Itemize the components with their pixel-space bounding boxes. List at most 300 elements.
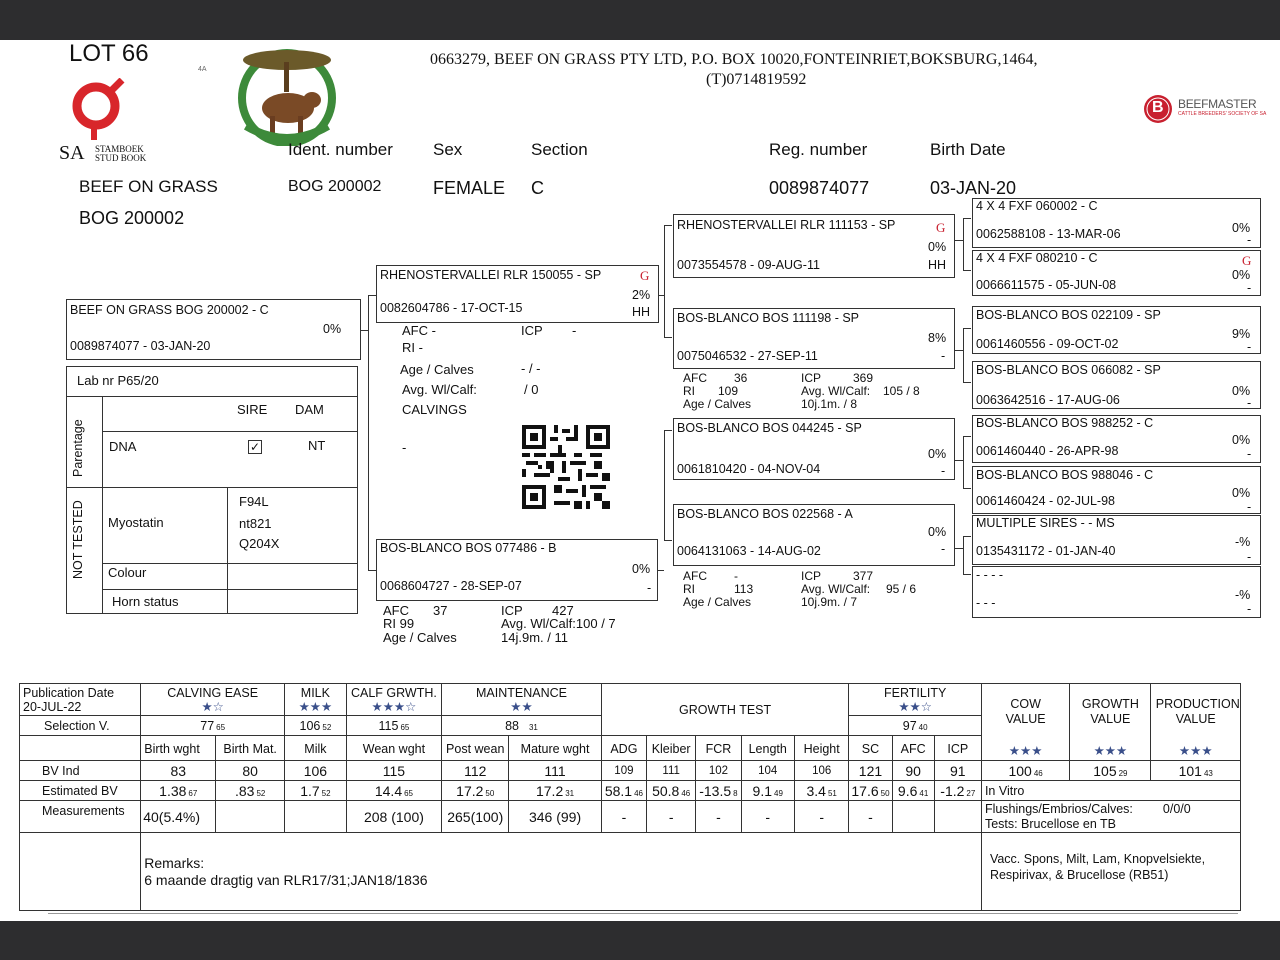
gp2-icp: ICP (801, 371, 822, 385)
est-cell (794, 781, 848, 801)
vacc-line2: Respirivax, & Brucellose (RB51) (989, 868, 1169, 882)
pub-label: Publication Date (23, 685, 115, 700)
svg-text:G: G (936, 220, 946, 235)
parentage-label: Parentage (71, 419, 85, 477)
est-value: 58.1 (604, 782, 633, 799)
horn-label: Horn status (112, 594, 179, 609)
gp-box-1 (673, 214, 955, 278)
pub-date: 20-JUL-22 (23, 699, 82, 714)
est-value: 9.6 (897, 782, 918, 799)
dam-title: BOS-BLANCO BOS 077486 - B (380, 541, 557, 555)
milk-header: MILK (300, 685, 330, 700)
growth-test-header: GROWTH TEST (601, 684, 849, 736)
gp-code: - (941, 542, 946, 556)
sire-regdate: 0082604786 - 17-OCT-15 (380, 301, 523, 315)
col-header: Kleiber (647, 736, 696, 761)
sel-calf-value: 115 (378, 718, 399, 733)
ggp-box-3 (972, 306, 1261, 354)
flush-value: 0/0/0 (1162, 802, 1191, 816)
ggp-box-7 (972, 515, 1261, 565)
ggp-code: - (1247, 281, 1252, 295)
est-label: Estimated BV (20, 781, 141, 801)
est-cell (141, 781, 216, 801)
est-acc: 49 (774, 788, 783, 798)
sel-maint (442, 716, 602, 736)
flush-cell (981, 801, 1240, 833)
ggp-code: - (1247, 500, 1252, 514)
gp-pct: 0% (928, 447, 947, 461)
ggp-title: BOS-BLANCO BOS 988252 - C (976, 416, 1154, 430)
qr-code (522, 425, 610, 509)
sel-calf (346, 716, 441, 736)
gp-title: BOS-BLANCO BOS 022568 - A (677, 507, 853, 521)
subject-pct: 0% (323, 322, 342, 336)
ggp-pct: 0% (1232, 268, 1251, 282)
bv-value: 100 (1008, 762, 1032, 779)
cow-value-header: COW VALUE (1005, 697, 1046, 726)
col-header: Length (741, 736, 794, 761)
gp4-age: Age / Calves (683, 595, 752, 609)
gp2-avg-val: 105 / 8 (883, 384, 920, 398)
meas-cell: 265(100) (442, 801, 509, 833)
ggp-title: 4 X 4 FXF 080210 - C (976, 251, 1098, 265)
dam-icp-val: 427 (552, 603, 574, 618)
performance-table (19, 683, 1241, 911)
animal-section: C (531, 178, 544, 198)
ggp-box-6 (972, 466, 1261, 514)
est-acc: 52 (256, 788, 266, 798)
gp2-ri: RI (683, 384, 695, 398)
meas-cell: 346 (99) (509, 801, 601, 833)
growth-value-header: GROWTH VALUE (1081, 697, 1139, 726)
small-code: 4A (198, 66, 207, 73)
est-cell (647, 781, 696, 801)
gp2-avg: Avg. Wl/Calf: (801, 384, 871, 398)
col-header: Birth Mat. (216, 736, 285, 761)
sel-fert (849, 716, 982, 736)
ggp-pct: 0% (1232, 221, 1251, 235)
ggp-code: - (1247, 340, 1252, 354)
gp-title: RHENOSTERVALLEI RLR 111153 - SP (677, 218, 896, 232)
sel-milk-acc: 52 (322, 722, 332, 732)
svg-text:G: G (640, 268, 650, 283)
sel-milk-value: 106 (299, 718, 321, 733)
est-value: 14.4 (374, 782, 403, 799)
est-cell (509, 781, 601, 801)
est-acc: 50 (485, 788, 495, 798)
tests-text: Tests: Brucellose en TB (984, 817, 1117, 831)
col-header: ICP (934, 736, 981, 761)
maintenance-header: MAINTENANCE (475, 685, 567, 700)
table-bottom-rule (48, 913, 1238, 914)
ggp-code: - (1247, 602, 1252, 616)
gp4-afc: AFC (683, 569, 707, 583)
gp-title: BOS-BLANCO BOS 111198 - SP (677, 311, 860, 325)
gp-pct: 0% (928, 525, 947, 539)
est-cell (849, 781, 892, 801)
est-cell (892, 781, 934, 801)
birth-label: Birth Date (930, 140, 1006, 159)
meas-cell (934, 801, 981, 833)
production-value-stars: ★★★ (1178, 744, 1213, 758)
gp4-avg-val: 95 / 6 (886, 582, 917, 596)
meas-cell: - (741, 801, 794, 833)
est-acc: 52 (321, 788, 331, 798)
calving-ease-header: CALVING EASE (167, 685, 259, 700)
gp-title: BOS-BLANCO BOS 044245 - SP (677, 421, 862, 435)
dam-ri: RI 99 (383, 616, 415, 631)
ggp-title: BOS-BLANCO BOS 022109 - SP (976, 308, 1161, 322)
dam-col: DAM (295, 402, 324, 417)
gp-box-4 (673, 504, 955, 566)
est-value: 17.6 (851, 782, 879, 799)
bv-value-cell (1151, 761, 1241, 781)
gp-box-3 (673, 418, 955, 480)
ggp-code: - (1247, 550, 1252, 564)
sire-age-calves: Age / Calves (400, 362, 474, 377)
est-acc: 46 (681, 788, 691, 798)
bv-cell: 112 (442, 761, 509, 781)
gp-regdate: 0073554578 - 09-AUG-11 (677, 258, 820, 272)
dam-afc: AFC (383, 603, 409, 618)
ggp-pct: -% (1235, 535, 1251, 549)
sire-age-val: - / - (521, 361, 541, 376)
ident-label: Ident. number (288, 140, 393, 159)
bv-cell: 80 (216, 761, 285, 781)
bv-value: 101 (1178, 762, 1202, 779)
est-value: .83 (234, 782, 255, 799)
sire-icp: ICP (521, 323, 543, 338)
in-vitro: In Vitro (981, 781, 1240, 801)
meas-cell: - (849, 801, 892, 833)
est-value: 17.2 (535, 782, 564, 799)
remarks-label: Remarks: (144, 855, 205, 871)
owner-line2: (T)0714819592 (706, 71, 807, 88)
subject-regdate: 0089874077 - 03-JAN-20 (70, 339, 211, 353)
dam-regdate: 0068604727 - 28-SEP-07 (380, 579, 522, 593)
myostatin-label: Myostatin (108, 515, 164, 530)
bv-value-acc: 46 (1033, 768, 1043, 778)
bv-value-cell (1070, 761, 1151, 781)
calf-growth-stars: ★★★☆ (371, 699, 417, 714)
est-acc: 51 (827, 788, 837, 798)
bv-value-cell (981, 761, 1069, 781)
sire-dna-checkbox: ✓ (249, 440, 261, 454)
ggp-regdate: 0061460440 - 26-APR-98 (976, 444, 1119, 458)
milk-stars: ★★★ (298, 699, 333, 714)
est-acc: 41 (919, 788, 929, 798)
ggp-pct: 0% (1232, 433, 1251, 447)
studbook-logo-icon (70, 78, 132, 140)
gp-code: HH (928, 258, 947, 272)
dam-box (376, 539, 658, 601)
studbook-sa: SA (59, 142, 85, 164)
ggp-pct: -% (1235, 588, 1251, 602)
bv-cell: 121 (849, 761, 892, 781)
studbook-line2: STUD BOOK (95, 153, 147, 163)
sire-ri: RI - (402, 340, 423, 355)
growth-value-stars: ★★★ (1093, 744, 1128, 758)
col-header: AFC (892, 736, 934, 761)
ggp-box-8 (972, 566, 1261, 618)
lot-number: LOT 66 (69, 40, 149, 67)
ggp-regdate: 0061460556 - 09-OCT-02 (976, 337, 1119, 351)
fertility-stars: ★★☆ (898, 699, 932, 714)
meas-label: Measurements (20, 801, 141, 833)
farm-logo-icon (236, 46, 338, 146)
meas-cell: - (601, 801, 646, 833)
col-header: Birth wght (141, 736, 216, 761)
animal-name: BOG 200002 (79, 208, 185, 228)
section-label: Section (531, 140, 588, 159)
gp-code: - (941, 464, 946, 478)
ggp-box-4 (972, 361, 1261, 409)
col-header: SC (849, 736, 892, 761)
sire-calvings-dash: - (402, 440, 407, 455)
lab-box (66, 366, 358, 614)
gt-badge-icon (935, 219, 951, 235)
beefmaster-tagline: CATTLE BREEDERS' SOCIETY OF SA (1178, 111, 1267, 117)
col-header: Milk (285, 736, 347, 761)
bv-cell: 111 (509, 761, 601, 781)
reg-label: Reg. number (769, 140, 868, 159)
col-header: Wean wght (346, 736, 441, 761)
gp-regdate: 0064131063 - 14-AUG-02 (677, 544, 821, 558)
sel-maint-value: 88 (505, 718, 519, 733)
cow-value-stars: ★★★ (1008, 744, 1043, 758)
subject-title: BEEF ON GRASS BOG 200002 - C (70, 303, 269, 317)
myo-f94l: F94L (239, 494, 269, 509)
col-header: Height (794, 736, 848, 761)
remarks-text: 6 maande dragtig van RLR17/31;JAN18/1836 (144, 872, 428, 888)
est-value: -1.2 (940, 782, 965, 799)
gp2-afc-val: 36 (734, 371, 748, 385)
gp2-icp-val: 369 (853, 371, 874, 385)
dam-afc-val: 37 (433, 603, 448, 618)
est-acc: 31 (565, 788, 575, 798)
bv-cell: 115 (346, 761, 441, 781)
ggp-regdate: 0135431172 - 01-JAN-40 (976, 544, 1116, 558)
bv-value-acc: 29 (1118, 768, 1128, 778)
gp-pct: 0% (928, 240, 947, 254)
beefmaster-name: BEEFMASTER (1178, 97, 1257, 111)
ggp-pct: 0% (1232, 486, 1251, 500)
gp-box-2 (673, 308, 955, 369)
bv-cell: 106 (794, 761, 848, 781)
sire-code: HH (632, 305, 651, 319)
myo-nt821: nt821 (239, 516, 272, 531)
animal-sex: FEMALE (433, 178, 506, 198)
sire-afc: AFC - (402, 323, 436, 338)
est-value: 50.8 (652, 782, 680, 799)
est-acc: 65 (404, 788, 414, 798)
gp4-ri: RI (683, 582, 695, 596)
gp4-icp-val: 377 (853, 569, 874, 583)
flush-label: Flushings/Embrios/Calves: (984, 802, 1133, 816)
maintenance-stars: ★★ (510, 699, 533, 714)
sire-col: SIRE (237, 402, 268, 417)
ggp-regdate: 0062588108 - 13-MAR-06 (976, 227, 1121, 241)
meas-cell (892, 801, 934, 833)
bv-cell: 91 (934, 761, 981, 781)
ggp-box-2 (972, 250, 1261, 296)
sire-icp-val: - (572, 323, 577, 338)
dam-icp: ICP (501, 603, 523, 618)
sel-fert-acc: 40 (918, 722, 928, 732)
bv-value: 105 (1093, 762, 1117, 779)
ggp-box-5 (972, 415, 1261, 463)
est-cell (601, 781, 646, 801)
owner-line1: 0663279, BEEF ON GRASS PTY LTD, P.O. BOX 10020,FONTEINRIET,BOKSBURG,1464, (430, 51, 1038, 68)
gp2-afc: AFC (683, 371, 707, 385)
est-cell (934, 781, 981, 801)
ggp-pct: 0% (1232, 384, 1251, 398)
gp2-age-val: 10j.1m. / 8 (801, 397, 858, 411)
svg-text:G: G (1242, 253, 1252, 268)
meas-cell: 40(5.4%) (141, 801, 216, 833)
sire-title: RHENOSTERVALLEI RLR 150055 - SP (380, 268, 602, 282)
ggp-code: - (1247, 396, 1252, 410)
est-acc: 8 (733, 788, 738, 798)
meas-cell: 208 (100) (346, 801, 441, 833)
ggp-code: - (1247, 447, 1252, 461)
sel-calving-value: 77 (200, 718, 215, 733)
meas-cell: - (696, 801, 741, 833)
selection-label: Selection V. (20, 716, 141, 736)
vacc-line1: Vacc. Spons, Milt, Lam, Knopvelsiekte, (989, 852, 1206, 866)
est-value: 9.1 (752, 782, 772, 799)
est-value: 1.38 (159, 782, 187, 799)
bv-cell: 90 (892, 761, 934, 781)
dam-age-val: 14j.9m. / 11 (501, 630, 568, 645)
ggp-regdate: 0061460424 - 02-JUL-98 (976, 494, 1115, 508)
ggp-title: BOS-BLANCO BOS 066082 - SP (976, 363, 1161, 377)
ggp-title: MULTIPLE SIRES - - MS (976, 516, 1115, 530)
ggp-title: 4 X 4 FXF 060002 - C (976, 199, 1098, 213)
gt-badge-icon (639, 267, 655, 283)
sex-label: Sex (433, 140, 463, 159)
gp4-icp: ICP (801, 569, 822, 583)
studbook-line1: STAMBOEK (95, 144, 144, 154)
top-bar (0, 0, 1280, 40)
bv-cell: 102 (696, 761, 741, 781)
gp4-ri-val: 113 (734, 582, 754, 596)
bv-cell: 104 (741, 761, 794, 781)
ggp-regdate: - - - (976, 596, 996, 610)
dam-avg: Avg. Wl/Calf:100 / 7 (501, 616, 616, 631)
gp-regdate: 0061810420 - 04-NOV-04 (677, 462, 821, 476)
gp-code: - (941, 349, 946, 363)
sel-maint-acc: 31 (528, 722, 538, 732)
sel-calving-acc: 65 (216, 722, 226, 732)
meas-cell (285, 801, 347, 833)
est-acc: 46 (634, 788, 643, 798)
animal-birth: 03-JAN-20 (930, 178, 1017, 198)
est-value: 17.2 (456, 782, 484, 799)
meas-cell (216, 801, 285, 833)
calving-ease-stars: ★☆ (201, 699, 224, 714)
col-header: Mature wght (509, 736, 601, 761)
calf-growth-header: CALF GRWTH. (350, 685, 437, 700)
gp2-ri-val: 109 (718, 384, 739, 398)
fertility-header: FERTILITY (884, 685, 947, 700)
ggp-box-1 (972, 198, 1261, 248)
est-cell (285, 781, 347, 801)
est-acc: 67 (188, 788, 198, 798)
bv-cell: 83 (141, 761, 216, 781)
gp-pct: 8% (928, 331, 947, 345)
myo-q204x: Q204X (239, 536, 280, 551)
est-cell (442, 781, 509, 801)
bv-cell: 111 (647, 761, 696, 781)
est-cell (346, 781, 441, 801)
bv-cell: 109 (601, 761, 646, 781)
dam-code: - (647, 581, 652, 595)
sire-avg-wi: Avg. Wl/Calf: (402, 382, 477, 397)
est-value: 3.4 (806, 782, 826, 799)
production-value-header: PRODUCTION VALUE (1155, 697, 1240, 726)
lab-nr: Lab nr P65/20 (77, 373, 159, 388)
animal-herd: BEEF ON GRASS (79, 177, 218, 196)
gp4-age-val: 10j.9m. / 7 (801, 595, 858, 609)
sel-calving (141, 716, 285, 736)
bv-value-acc: 43 (1203, 768, 1213, 778)
meas-cell: - (794, 801, 848, 833)
sire-calvings: CALVINGS (402, 402, 467, 417)
not-tested-label: NOT TESTED (71, 500, 85, 579)
sel-milk (285, 716, 347, 736)
dam-age-calves: Age / Calves (383, 630, 457, 645)
ggp-regdate: 0066611575 - 05-JUN-08 (976, 278, 1117, 292)
gp-regdate: 0075046532 - 27-SEP-11 (677, 349, 818, 363)
bv-label: BV Ind (20, 761, 141, 781)
gp2-age: Age / Calves (683, 397, 752, 411)
col-header: ADG (601, 736, 646, 761)
animal-reg: 0089874077 (769, 178, 870, 198)
animal-ident: BOG 200002 (288, 178, 382, 195)
sire-pct: 2% (632, 288, 651, 302)
beefmaster-letter: B (1152, 99, 1164, 116)
ggp-title: BOS-BLANCO BOS 988046 - C (976, 468, 1154, 482)
ggp-regdate: 0063642516 - 17-AUG-06 (976, 393, 1120, 407)
dam-pct: 0% (632, 562, 651, 576)
est-value: 1.7 (300, 782, 320, 799)
est-cell (216, 781, 285, 801)
est-acc: 27 (966, 788, 976, 798)
est-acc: 50 (880, 788, 890, 798)
bottom-bar (0, 921, 1280, 960)
ggp-code: - (1247, 233, 1252, 247)
ggp-pct: 9% (1232, 327, 1251, 341)
sel-fert-value: 97 (902, 718, 917, 733)
sire-avg-val: / 0 (524, 382, 539, 397)
dam-dna-result: NT (308, 438, 326, 453)
gp4-afc-val: - (734, 569, 738, 583)
sel-calf-acc: 65 (400, 722, 410, 732)
bv-cell: 106 (285, 761, 347, 781)
col-header: Post wean (442, 736, 509, 761)
est-value: -13.5 (699, 782, 732, 799)
meas-cell: - (647, 801, 696, 833)
est-cell (741, 781, 794, 801)
sire-box (376, 265, 659, 323)
colour-label: Colour (108, 565, 147, 580)
gp4-avg: Avg. Wl/Calf: (801, 582, 871, 596)
subject-box (66, 299, 361, 360)
gt-badge-icon (1241, 252, 1257, 268)
col-header: FCR (696, 736, 741, 761)
ggp-title: - - - - (976, 568, 1004, 582)
